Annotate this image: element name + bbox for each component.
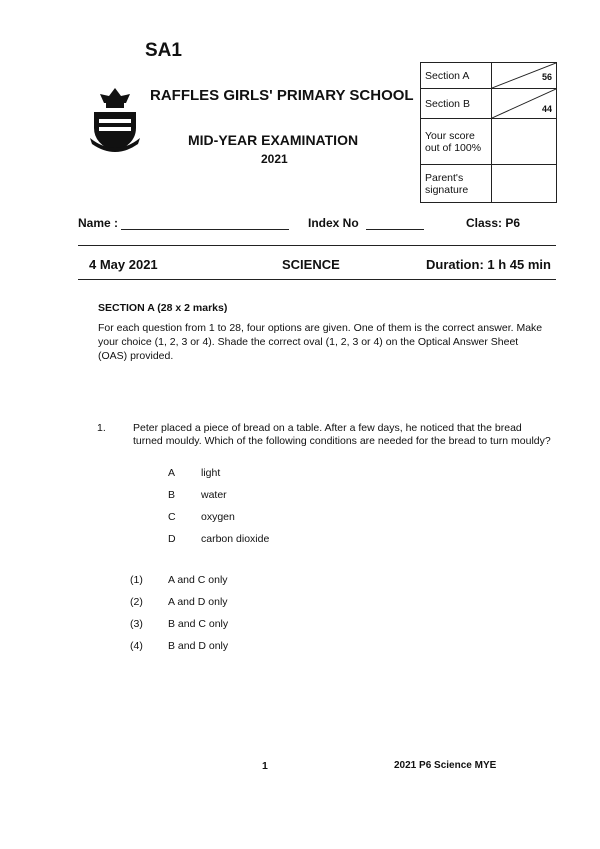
answer-option-text: B and C only [168, 618, 229, 630]
condition-letter: B [168, 489, 176, 501]
section-a-max: 56 [541, 72, 552, 82]
section-a-score-cell [492, 63, 557, 89]
section-a-title: SECTION A (28 x 2 marks) [98, 302, 228, 314]
answer-option-number: (3) [130, 618, 143, 630]
condition-letter: D [168, 533, 176, 545]
condition-text: oxygen [201, 511, 235, 523]
total-score-label: Your score out of 100% [421, 119, 492, 165]
question-number: 1. [97, 422, 106, 434]
section-b-max: 44 [541, 104, 552, 114]
answer-option-text: A and D only [168, 596, 228, 608]
condition-text: light [201, 467, 221, 479]
name-field-line [121, 229, 289, 230]
condition-letter: A [168, 467, 176, 479]
exam-year: 2021 [261, 152, 288, 166]
section-a-instructions: For each question from 1 to 28, four options are given. One of them is the correct answer. Make your choice (1, 2, 3 or 4). Shade the correct oval (1, 2, 3 or 4) on the Optical Answer Sheet (OAS) provided. [98, 322, 543, 362]
school-name: RAFFLES GIRLS' PRIMARY SCHOOL [150, 87, 414, 104]
class-label: Class: P6 [466, 216, 521, 230]
parent-signature-label: Parent's signature [421, 165, 492, 203]
answer-option-number: (4) [130, 640, 143, 652]
question-text: Peter placed a piece of bread on a table. After a few days, he noticed that the bread turned mouldy. Which of the following conditions are needed for the bread to turn mouldy? [133, 422, 551, 447]
answer-option-text: B and D only [168, 640, 229, 652]
school-crest-logo [88, 86, 142, 156]
parent-signature-cell [492, 165, 557, 203]
header-rule-bottom [78, 279, 556, 280]
paper-code: SA1 [145, 40, 182, 61]
total-score-cell [492, 119, 557, 165]
exam-duration: Duration: 1 h 45 min [426, 257, 551, 272]
paper-reference: 2021 P6 Science MYE [394, 760, 497, 771]
section-b-score-cell [492, 89, 557, 119]
name-label: Name : [78, 216, 119, 230]
answer-option-number: (2) [130, 596, 143, 608]
condition-letter: C [168, 511, 176, 523]
condition-text: carbon dioxide [201, 533, 270, 545]
section-b-label: Section B [421, 89, 492, 119]
answer-option-text: A and C only [168, 574, 228, 586]
score-box [420, 62, 557, 203]
page-number: 1 [262, 760, 268, 772]
condition-text: water [201, 489, 227, 501]
section-a-label: Section A [421, 63, 492, 89]
answer-option-number: (1) [130, 574, 143, 586]
exam-title: MID-YEAR EXAMINATION [188, 132, 359, 148]
exam-date: 4 May 2021 [89, 257, 158, 272]
header-rule-top [78, 245, 556, 246]
index-field-line [366, 229, 424, 230]
exam-subject: SCIENCE [282, 257, 340, 272]
index-label: Index No [308, 216, 359, 230]
